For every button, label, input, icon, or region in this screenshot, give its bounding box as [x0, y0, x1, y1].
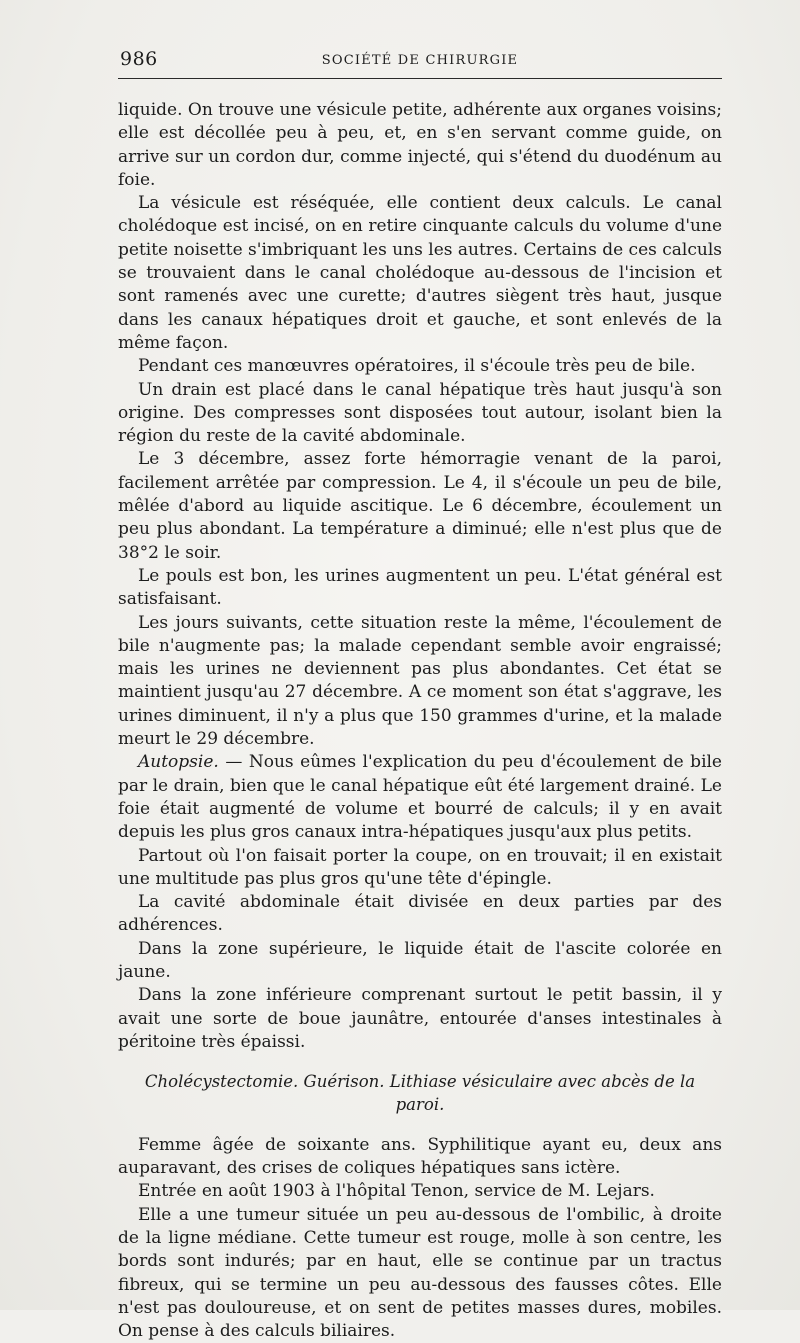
body-text [118, 99, 722, 1343]
paragraph: La cavité abdominale était divisée en deux parties par des adhérences. [118, 892, 722, 936]
page-number: 986 [120, 48, 158, 70]
paragraph: Entrée en août 1903 à l'hôpital Tenon, service de M. Lejars. [138, 1181, 655, 1202]
paragraph: Pendant ces manœuvres opératoires, il s'écoule très peu de bile. [138, 356, 696, 377]
running-head: SOCIÉTÉ DE CHIRURGIE [321, 53, 519, 68]
paragraph: La vésicule est réséquée, elle contient deux calculs. Le canal cholédoque est incisé, on en retire cinquante calculs du volume d'une petite noisette s'imbriquant les uns les autres. Certains de ces calculs se trouvaient dans le canal cholédoque au-dessous de l'incision et sont ramenés avec une curette; d'autres siègent très haut, jusque dans les canaux hépatiques droit et gauche, et sont enlevés de la même façon. [118, 193, 722, 353]
paragraph: Un drain est placé dans le canal hépatique très haut jusqu'à son origine. Des compresses sont disposées tout autour, isolant bien la région du reste de la cavité abdominale. [118, 379, 722, 447]
autopsy-text: — Nous eûmes l'explication du peu d'écoulement de bile par le drain, bien que le canal hépatique eût été largement drainé. Le foie était augmenté de volume et bourré de calculs; il y en avait depuis les plus gros canaux intra-hépatiques jusqu'aux plus petits. [118, 752, 722, 843]
autopsy-paragraph [118, 751, 722, 844]
paragraph: Elle a une tumeur située un peu au-dessous de l'ombilic, à droite de la ligne médiane. Cette tumeur est rouge, molle à son centre, les bords sont indurés; par en haut, elle se continue par un tractus fibreux, qui se termine un peu au-dessous des fausses côtes. Elle n'est pas douloureuse, et on sent de petites masses dures, mobiles. On pense à des calculs biliaires. [118, 1204, 722, 1342]
paragraph: liquide. On trouve une vésicule petite, adhérente aux organes voisins; elle est décollée peu à peu, et, en s'en servant comme guide, on arrive sur un cordon dur, comme injecté, qui s'étend du duodénum au foie. [118, 100, 722, 190]
paragraph: Dans la zone supérieure, le liquide était de l'ascite colorée en jaune. [118, 938, 722, 982]
autopsy-label: Autopsie. [138, 752, 219, 773]
paragraph: Partout où l'on faisait porter la coupe, on en trouvait; il en existait une multitude pas plus gros qu'une tête d'épingle. [118, 845, 722, 889]
page-header [118, 44, 722, 79]
paragraph: Le pouls est bon, les urines augmentent un peu. L'état général est satisfaisant. [118, 565, 722, 610]
paragraph: Le 3 décembre, assez forte hémorragie venant de la paroi, facilement arrêtée par compression. Le 4, il s'écoule un peu de bile, mêlée d'abord au liquide ascitique. Le 6 décembre, écoulement un peu plus abondant. La température a diminué; elle n'est plus que de 38°2 le soir. [118, 449, 722, 563]
paragraph: Dans la zone inférieure comprenant surtout le petit bassin, il y avait une sorte de boue jaunâtre, entourée d'anses intestinales à péritoine très épaissi. [118, 985, 722, 1052]
paragraph: Les jours suivants, cette situation reste la même, l'écoulement de bile n'augmente pas; la malade cependant semble avoir engraissé; mais les urines ne deviennent pas plus abondantes. Cet état se maintient jusqu'au 27 décembre. A ce moment son état s'aggrave, les urines diminuent, il n'y a plus que 150 grammes d'urine, et la malade meurt le 29 décembre. [118, 612, 722, 750]
case-title: Cholécystectomie. Guérison. Lithiase vésiculaire avec abcès de la paroi. [144, 1072, 696, 1115]
paragraph: Femme âgée de soixante ans. Syphilitique ayant eu, deux ans auparavant, des crises de coliques hépatiques sans ictère. [118, 1134, 722, 1179]
